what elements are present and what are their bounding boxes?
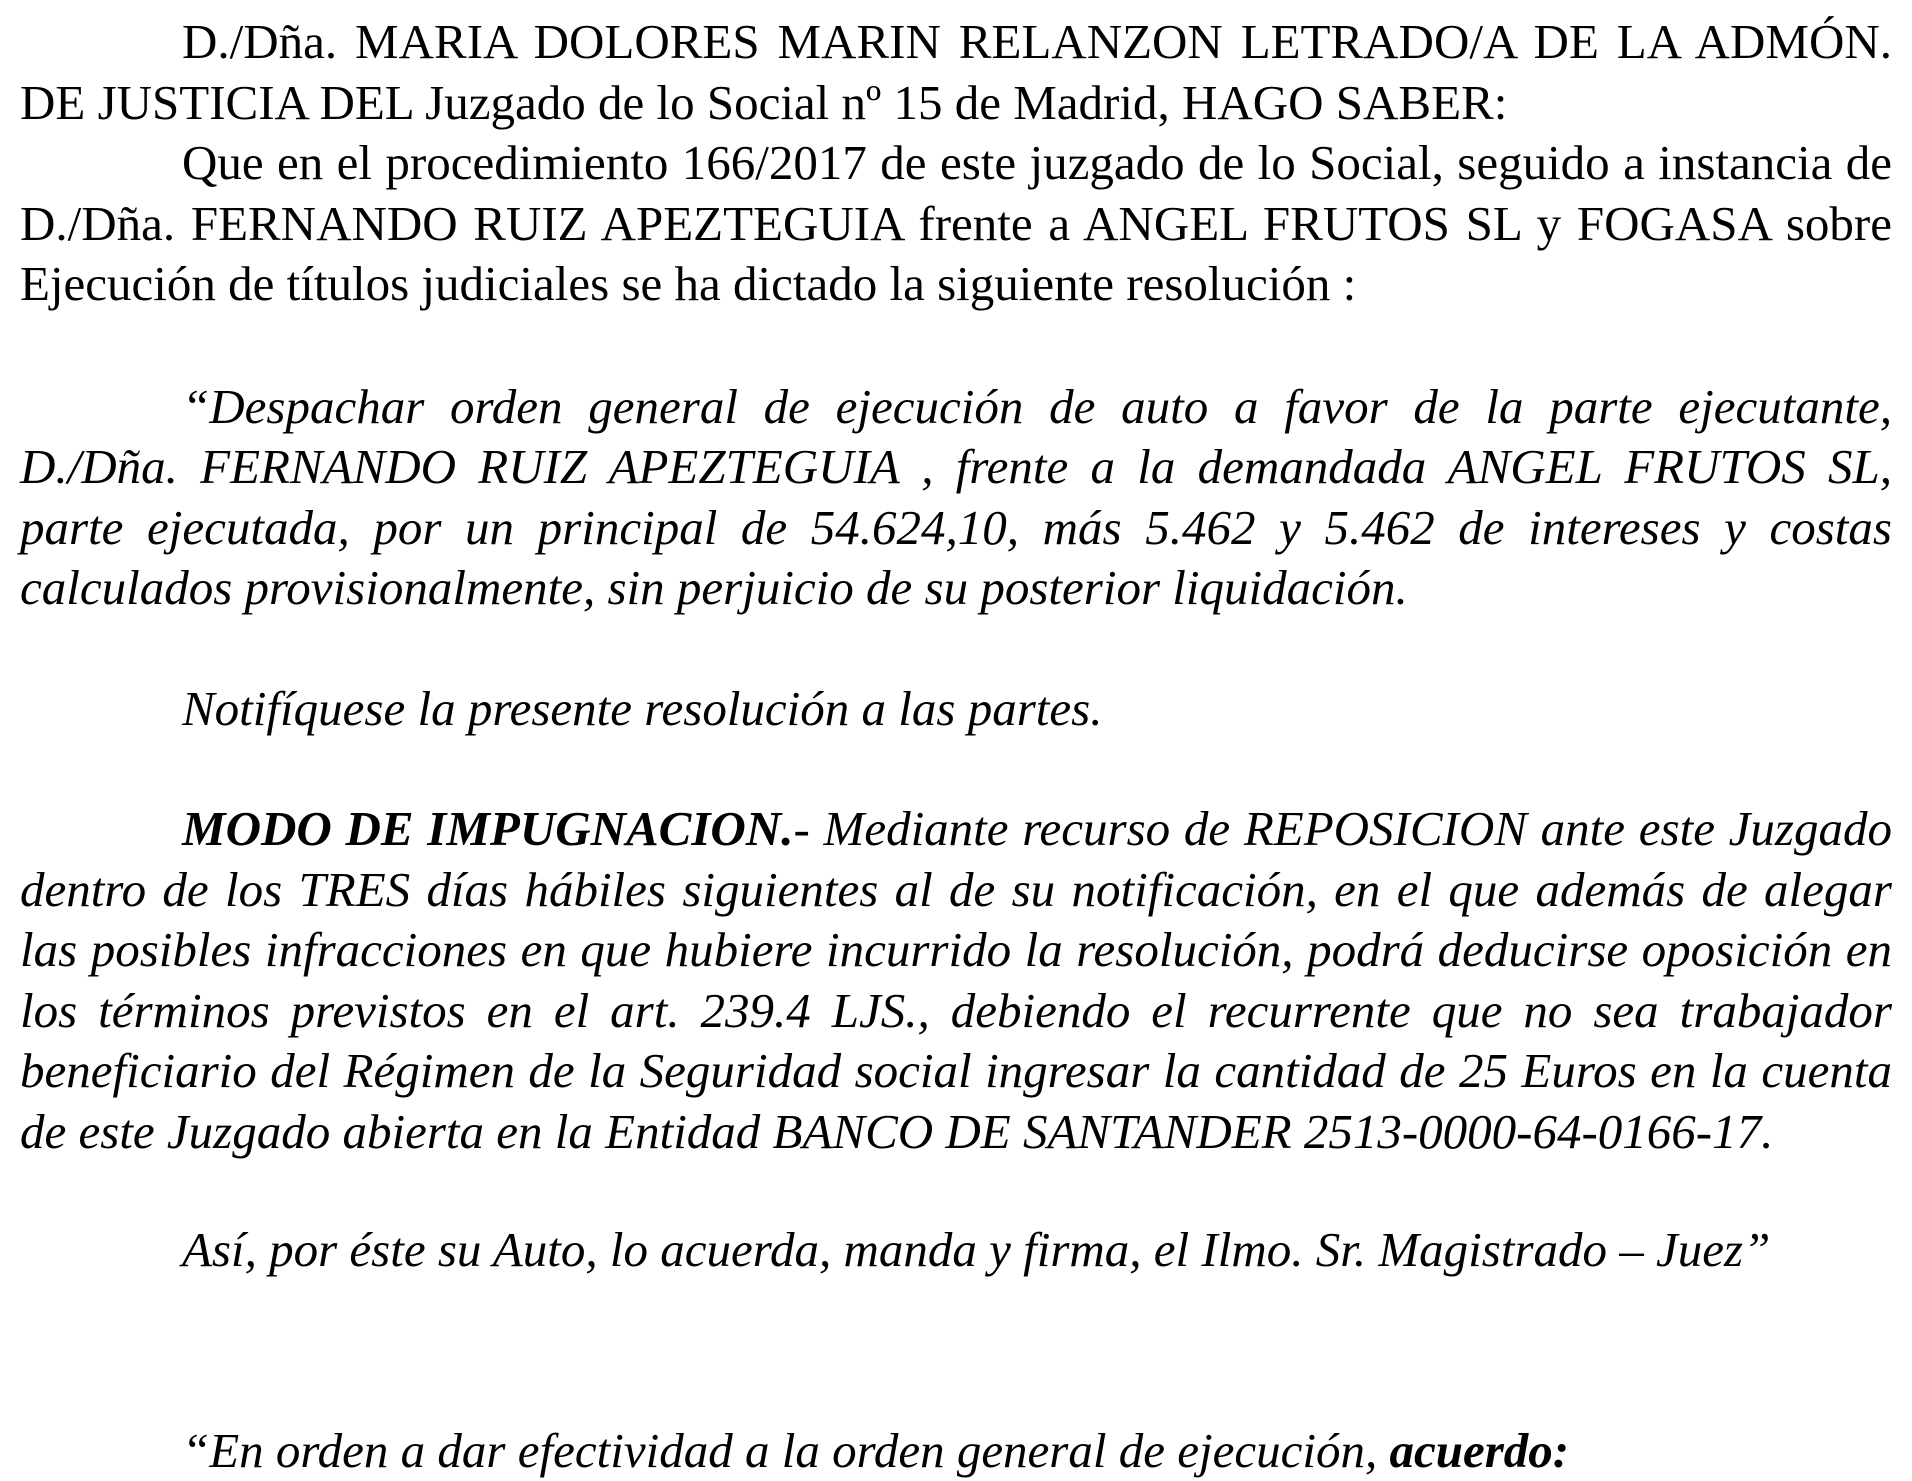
order-paragraph: “Despachar orden general de ejecución de auto a favor de la parte ejecutante, D./Dña. FERNANDO RUIZ APEZTEGUIA , frente a la demandada ANGEL FRUTOS SL, parte ejecutada, por un principal de 54.624,10, más 5.462 y 5.462 de intereses y costas calculados provisionalmente, sin perjuicio de su posterior liquidación. (20, 377, 1892, 619)
header-paragraph: D./Dña. MARIA DOLORES MARIN RELANZON LETRADO/A DE LA ADMÓN. DE JUSTICIA DEL Juzgado de lo Social nº 15 de Madrid, HAGO SABER: (20, 12, 1892, 133)
appeal-paragraph (20, 799, 1892, 1162)
final-text: “En orden a dar efectividad a la orden general de ejecución, (182, 1423, 1389, 1478)
notify-paragraph: Notifíquese la presente resolución a las partes. (20, 679, 1892, 740)
document-page (20, 12, 1892, 1481)
appeal-heading: MODO DE IMPUGNACION. (182, 801, 793, 856)
final-paragraph (20, 1421, 1892, 1481)
closing-paragraph: Así, por éste su Auto, lo acuerda, manda y firma, el Ilmo. Sr. Magistrado – Juez” (20, 1220, 1892, 1281)
final-emphasis: acuerdo: (1389, 1423, 1569, 1478)
intro-paragraph: Que en el procedimiento 166/2017 de este juzgado de lo Social, seguido a instancia de D./Dña. FERNANDO RUIZ APEZTEGUIA frente a ANGEL FRUTOS SL y FOGASA sobre Ejecución de títulos judiciales se ha dictado la siguiente resolución : (20, 133, 1892, 315)
appeal-text: - Mediante recurso de REPOSICION ante este Juzgado dentro de los TRES días hábiles siguientes al de su notificación, en el que además de alegar las posibles infracciones en que hubiere incurrido la resolución, podrá deducirse oposición en los términos previstos en el art. 239.4 LJS., debiendo el recurrente que no sea trabajador beneficiario del Régimen de la Seguridad social ingresar la cantidad de 25 Euros en la cuenta de este Juzgado abierta en la Entidad BANCO DE SANTANDER 2513-0000-64-0166-17. (20, 801, 1892, 1159)
